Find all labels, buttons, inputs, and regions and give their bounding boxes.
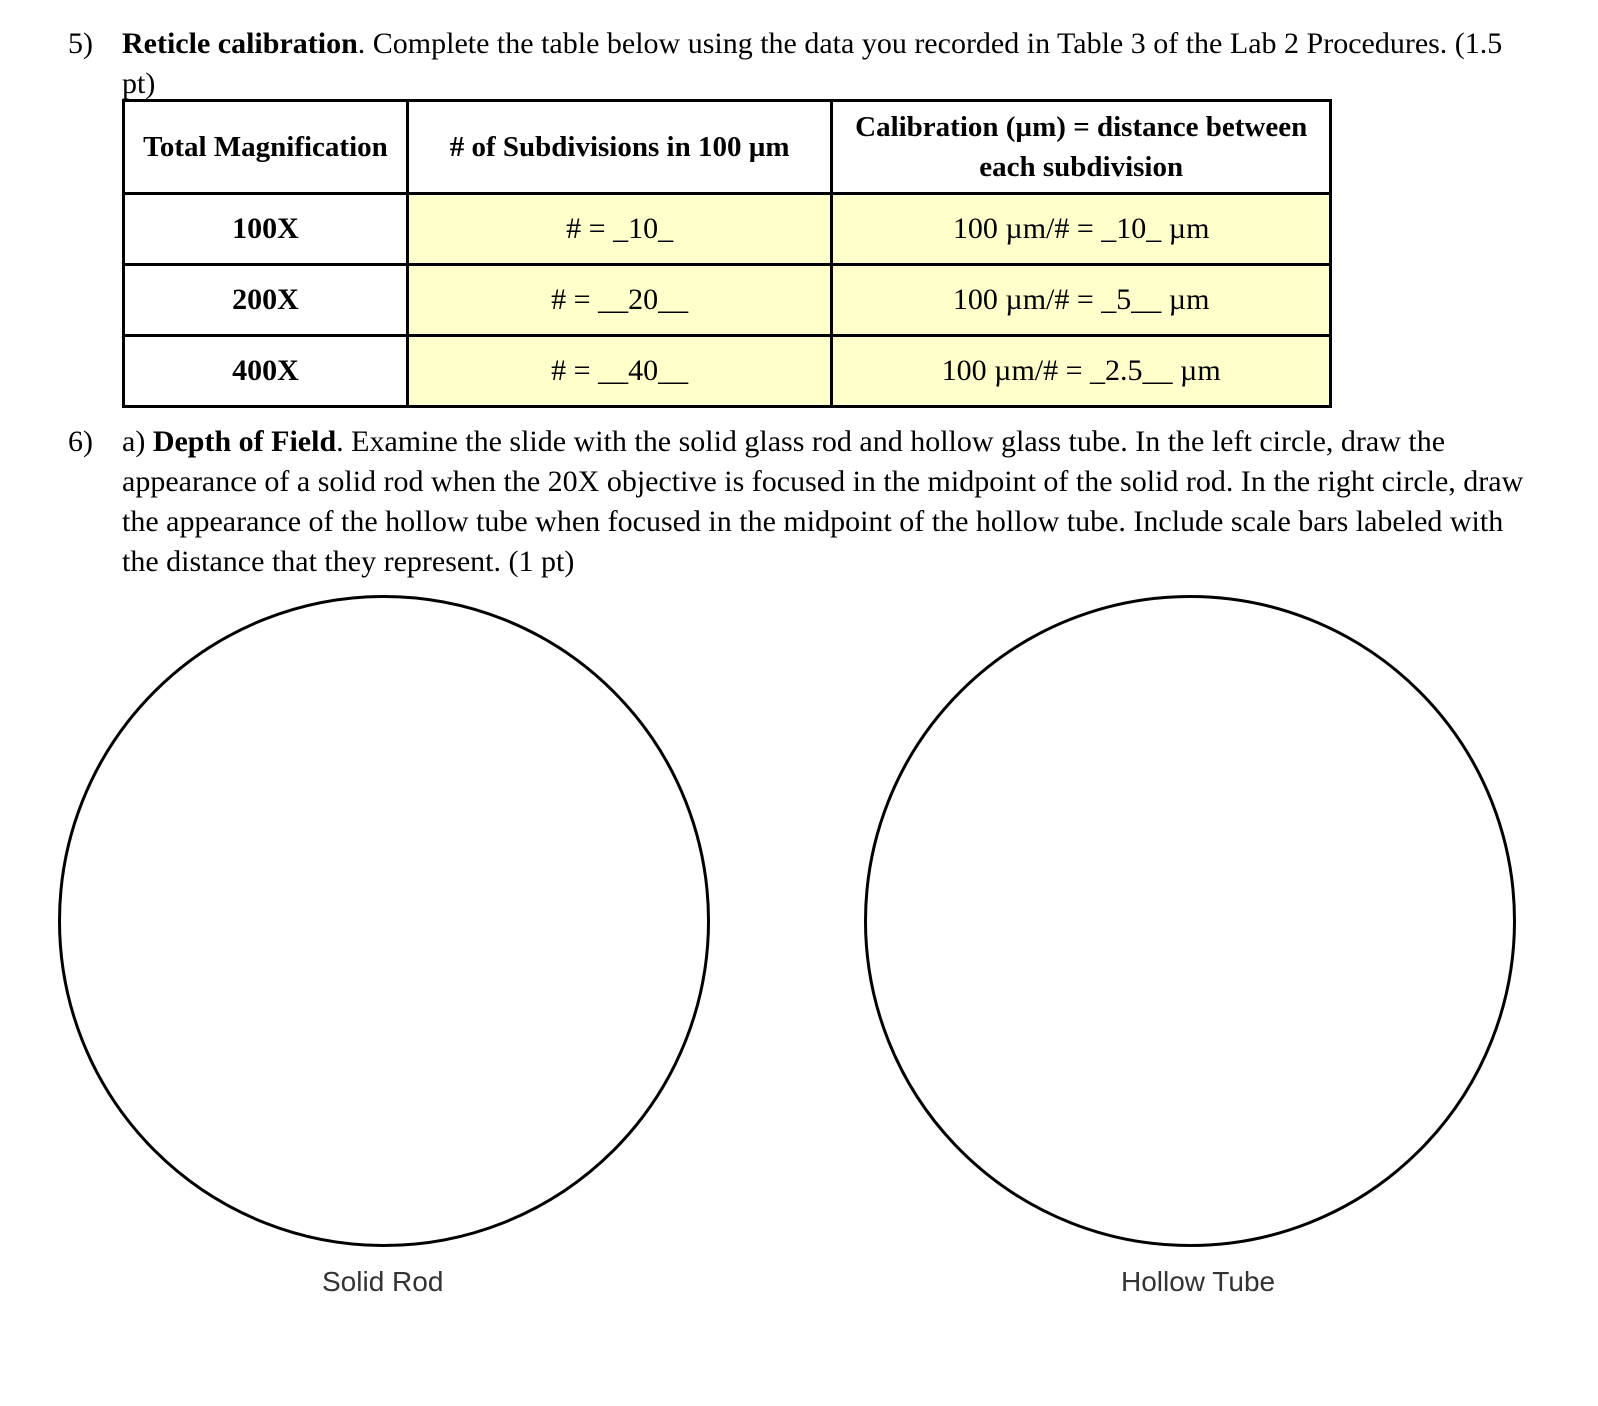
magnification-cell: 400X	[124, 336, 408, 407]
calibration-field[interactable]: 100 µm/# = _2.5__ µm	[832, 336, 1331, 407]
question-6-text	[122, 422, 1538, 582]
question-5-title: Reticle calibration	[122, 27, 358, 60]
question-6-title: Depth of Field	[152, 425, 337, 458]
table-row	[124, 336, 1331, 407]
question-6-number: 6)	[68, 425, 93, 458]
question-5-body: . Complete the table below using the data you recorded in Table 3 of the Lab 2 Procedures. (1.5 pt)	[122, 27, 1503, 100]
header-calibration: Calibration (µm) = distance between each subdivision	[832, 101, 1331, 194]
magnification-cell: 100X	[124, 194, 408, 265]
hollow-tube-label: Hollow Tube	[1121, 1266, 1276, 1297]
magnification-cell: 200X	[124, 265, 408, 336]
header-total-magnification: Total Magnification	[124, 101, 408, 194]
header-subdivisions: # of Subdivisions in 100 µm	[407, 101, 831, 194]
table-row	[124, 265, 1331, 336]
solid-rod-drawing-circle[interactable]	[58, 595, 710, 1247]
subdivisions-field[interactable]: # = __40__	[407, 336, 831, 407]
question-5-number: 5)	[68, 27, 93, 60]
calibration-field[interactable]: 100 µm/# = _10_ µm	[832, 194, 1331, 265]
hollow-tube-drawing-circle[interactable]	[864, 595, 1516, 1247]
question-6	[68, 422, 1538, 582]
table-header-row	[124, 101, 1331, 194]
calibration-field[interactable]: 100 µm/# = _5__ µm	[832, 265, 1331, 336]
question-5-text	[122, 24, 1528, 104]
subdivisions-field[interactable]: # = __20__	[407, 265, 831, 336]
question-6-body: . Examine the slide with the solid glass rod and hollow glass tube. In the left circle, draw the appearance of a solid rod when the 20X objective is focused in the midpoint of the solid rod. In the right circle, draw the appearance of the hollow tube when focused in the midpoint of the hollow tube. Include scale bars labeled with the distance that they represent. (1 pt)	[122, 425, 1524, 578]
subdivisions-field[interactable]: # = _10_	[407, 194, 831, 265]
solid-rod-label: Solid Rod	[322, 1266, 444, 1297]
question-5	[68, 24, 1528, 104]
table-row	[124, 194, 1331, 265]
question-6-part: a)	[122, 425, 153, 458]
reticle-calibration-table	[122, 99, 1332, 408]
